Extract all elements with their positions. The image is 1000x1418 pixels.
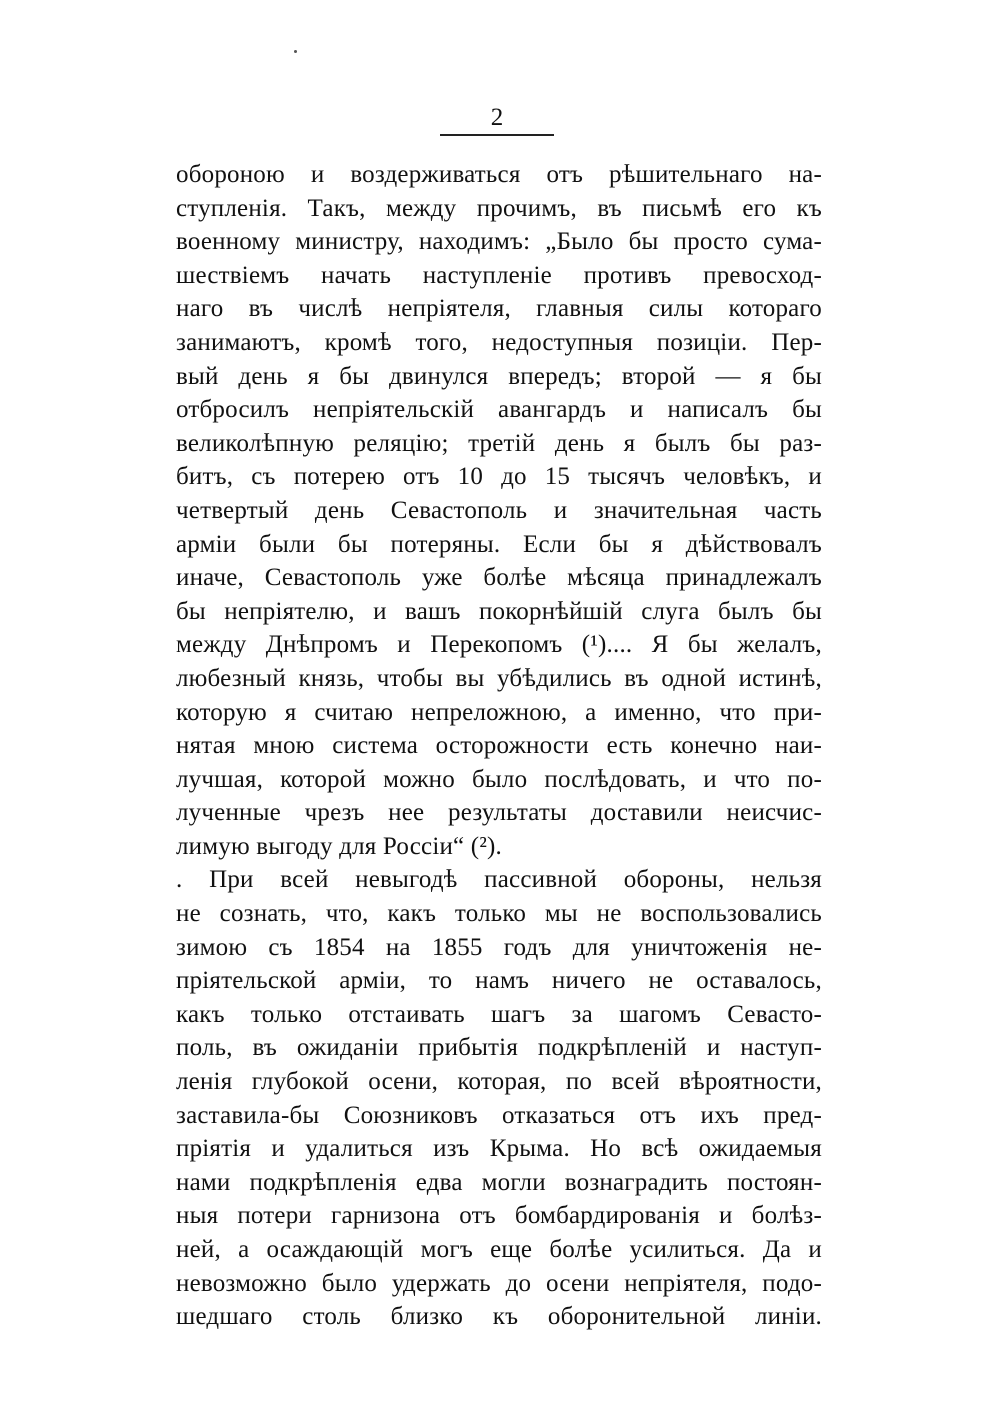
text-line: лимую выгоду для Россіи“ (²). [176,832,502,860]
text-line: нятая мною система осторожности есть конечно наи- [176,732,822,760]
text-line: четвертый день Севастополь и значительная часть [176,496,822,524]
text-line: бы непріятелю, и вашъ покорнѣйшій слуга былъ бы [176,597,822,625]
body-text [176,158,822,1334]
text-line: между Днѣпромъ и Перекопомъ (¹).... Я бы желалъ, [176,631,822,659]
text-line: обороною и воздерживаться отъ рѣшительнаго на- [176,161,822,188]
text-line: занимаютъ, кромѣ того, недоступныя позиціи. Пер- [176,328,822,356]
text-line: отбросилъ непріятельскій авангардъ и написалъ бы [176,396,822,424]
text-line: ступленія. Такъ, между прочимъ, въ письмѣ его къ [176,194,822,222]
text-line: лученные чрезъ нее результаты доставили неисчис- [176,799,822,827]
text-line: которую я считаю непреложною, а именно, что при- [176,698,822,726]
text-line: пріятія и удалиться изъ Крыма. Но всѣ ожидаемыя [176,1135,822,1163]
page-number-rule [440,134,554,136]
text-line: иначе, Севастополь уже болѣе мѣсяца принадлежалъ [176,564,822,592]
paragraph-2 [176,863,822,1333]
text-line: ныя потери гарнизона отъ бомбардированія и болѣз- [176,1202,822,1230]
text-line: пріятельской арміи, то намъ ничего не оставалось, [176,967,822,995]
text-line: . При всей невыгодѣ пассивной обороны, нельзя [176,866,822,894]
text-line: военному министру, находимъ: „Было бы просто сума- [176,228,822,256]
text-line: великолѣпную реляцію; третій день я былъ бы раз- [176,429,822,457]
text-line: ленія глубокой осени, которая, по всей вѣроятности, [176,1068,822,1096]
text-line: невозможно было удержать до осени непріятеля, подо- [176,1269,822,1297]
text-line: шествіемъ начать наступленіе противъ превосход- [176,261,822,289]
text-line: вый день я бы двинулся впередъ; второй — я бы [176,362,822,390]
text-line: наго въ числѣ непріятеля, главныя силы котораго [176,295,822,323]
text-line: лучшая, которой можно было послѣдовать, и что по- [176,765,822,793]
text-line: зимою съ 1854 на 1855 годъ для уничтоженія не- [176,933,822,961]
text-line: битъ, съ потерею отъ 10 до 15 тысячъ человѣкъ, и [176,463,822,491]
text-line: ней, а осаждающій могъ еще болѣе усилиться. Да и [176,1236,822,1263]
paragraph-1 [176,158,822,863]
text-line: не сознать, что, какъ только мы не воспользовались [176,900,822,928]
text-line: заставила-бы Союзниковъ отказаться отъ ихъ пред- [176,1101,822,1129]
text-line: шедшаго столь близко къ оборонительной линіи. [176,1303,822,1331]
page-number: 2 [490,104,504,131]
text-line: поль, въ ожиданіи прибытія подкрѣпленій и наступ- [176,1034,822,1062]
text-line: нами подкрѣпленія едва могли вознаградить постоян- [176,1168,822,1196]
text-line: какъ только отстаивать шагъ за шагомъ Севасто- [176,1000,822,1028]
text-line: любезный князь, чтобы вы убѣдились въ одной истинѣ, [176,664,822,692]
print-speck [294,50,297,53]
text-line: арміи были бы потеряны. Если бы я дѣйствовалъ [176,530,822,558]
